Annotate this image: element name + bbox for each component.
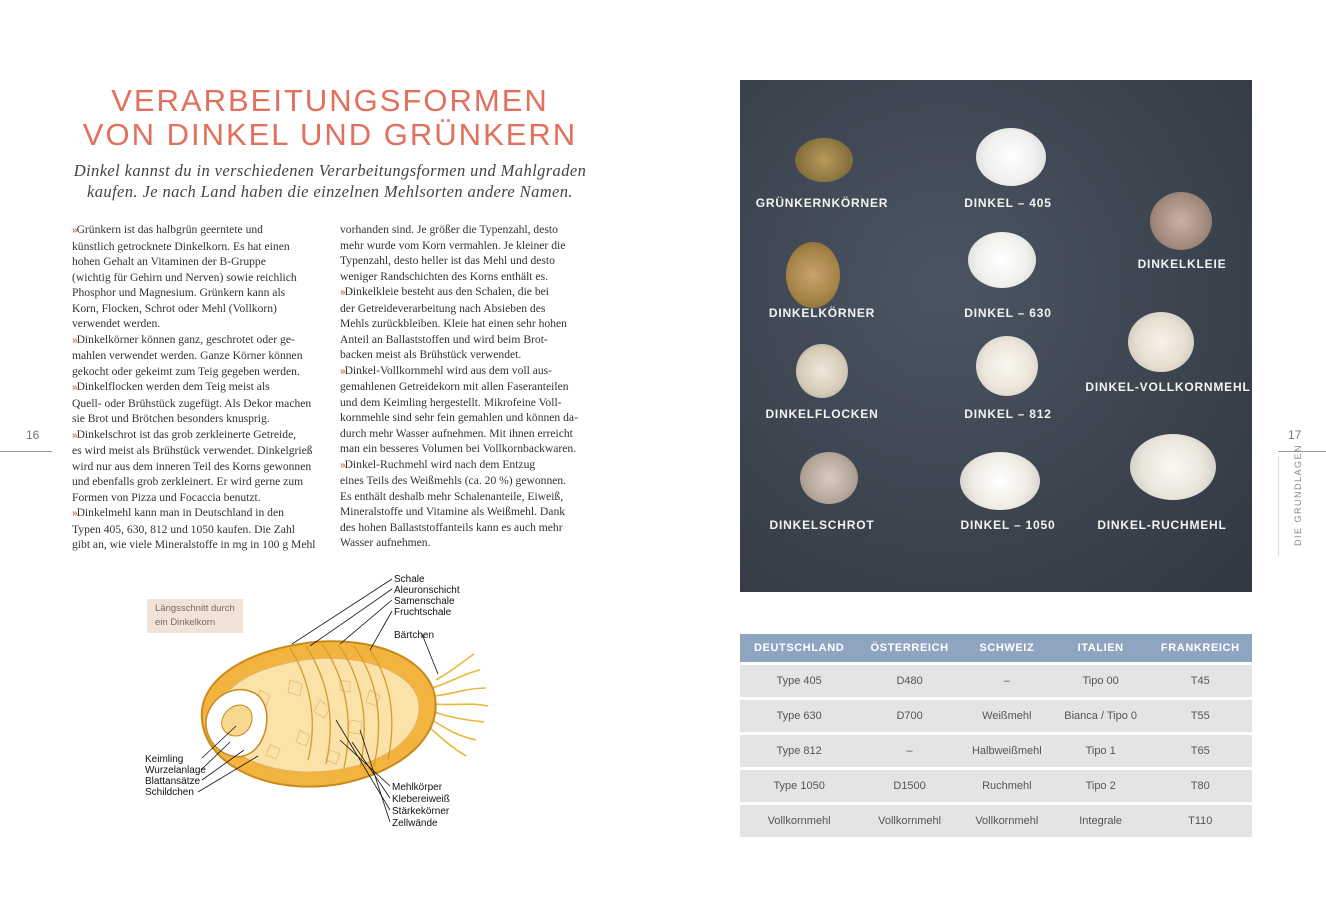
- label-fruchtschale: Fruchtschale: [394, 607, 452, 618]
- text-line-content: künstlich getrocknete Dinkelkorn. Es hat einen: [72, 239, 290, 253]
- table-cell: D1500: [858, 770, 961, 802]
- text-line-content: des hohen Ballaststoffanteils kann es auch mehr: [340, 520, 563, 534]
- table-cell: Vollkornmehl: [740, 805, 858, 837]
- text-line-content: Typenzahl, desto heller ist das Mehl und desto: [340, 254, 555, 267]
- heap-dinkel-405: [976, 128, 1046, 186]
- label-dinkel-405: DINKEL – 405: [964, 196, 1052, 210]
- text-line: [340, 395, 588, 411]
- text-line: [340, 520, 588, 536]
- text-line-content: hohen Gehalt an Vitaminen der B-Gruppe: [72, 255, 266, 268]
- flour-types-table: [740, 631, 1252, 840]
- text-line-content: Dinkelkleie besteht aus den Schalen, die bei: [344, 285, 549, 298]
- text-line: [72, 459, 322, 475]
- page-number-left: 16: [26, 428, 40, 442]
- text-line: [340, 489, 588, 505]
- text-line-content: Dinkelflocken werden dem Teig meist als: [76, 380, 270, 393]
- label-schale: Schale: [394, 574, 425, 585]
- text-line-content: vorhanden sind. Je größer die Typenzahl, desto: [340, 223, 558, 236]
- label-dinkel-812: DINKEL – 812: [964, 407, 1052, 421]
- caption-line: Längsschnitt durch: [155, 603, 235, 614]
- text-line: [72, 332, 322, 349]
- caption-line: ein Dinkelkorn: [155, 617, 216, 628]
- title-line-2: VON DINKEL UND GRÜNKERN: [82, 117, 578, 152]
- title-line-1: VERARBEITUNGSFORMEN: [111, 83, 549, 118]
- heap-dinkel-1050: [960, 452, 1040, 510]
- table-cell: Ruchmehl: [961, 770, 1053, 802]
- text-line-content: Mehls zurückbleiben. Kleie hat einen sehr hohen: [340, 317, 567, 330]
- table-cell: D700: [858, 700, 961, 732]
- table-body: [740, 665, 1252, 837]
- table-row: [740, 665, 1252, 697]
- flour-samples-photo: [740, 80, 1252, 592]
- page-number-right: 17: [1288, 428, 1302, 442]
- heap-dinkelkleie: [1150, 192, 1212, 250]
- table-row: [740, 700, 1252, 732]
- text-line-content: mahlen verwendet werden. Ganze Körner können: [72, 349, 303, 362]
- text-column-1: [72, 222, 322, 553]
- table-cell: –: [961, 665, 1053, 697]
- label-dinkelschrot: DINKELSCHROT: [769, 518, 875, 532]
- label-schildchen: Schildchen: [145, 787, 194, 798]
- text-line-content: gemahlenen Getreidekorn mit allen Faseranteilen: [340, 380, 569, 393]
- label-dinkel-630: DINKEL – 630: [964, 306, 1052, 320]
- text-line: [340, 441, 588, 457]
- table-row: [740, 805, 1252, 837]
- table-cell: Bianca / Tipo 0: [1053, 700, 1149, 732]
- text-line-content: Dinkelmehl kann man in Deutschland in den: [76, 506, 284, 519]
- text-line-content: Dinkel-Ruchmehl wird nach dem Entzug: [344, 457, 536, 471]
- table-cell: Tipo 2: [1053, 770, 1149, 802]
- text-line-content: Phosphor und Magnesium. Grünkern kann als: [72, 286, 286, 299]
- table-cell: T80: [1149, 770, 1252, 802]
- bullet-mark: »: [340, 287, 345, 298]
- table-cell: Type 1050: [740, 770, 858, 802]
- label-wurzelanlage: Wurzelanlage: [145, 765, 206, 776]
- text-line: [72, 301, 322, 317]
- text-line: [72, 490, 322, 506]
- heap-dinkelflocken: [796, 344, 848, 398]
- bullet-mark: »: [340, 459, 345, 471]
- bartchen-hairs: [430, 654, 488, 756]
- text-line: [340, 269, 588, 285]
- text-line-content: Quell- oder Brühstück zugefügt. Als Dekor machen: [72, 396, 312, 410]
- label-starkekorner: Stärkekörner: [392, 806, 450, 817]
- table-row: [740, 770, 1252, 802]
- header-deutschland: DEUTSCHLAND: [740, 634, 858, 662]
- table-cell: –: [858, 735, 961, 767]
- label-mehlkorper: Mehlkörper: [392, 782, 443, 793]
- text-line: [72, 443, 322, 459]
- text-line: [340, 410, 588, 426]
- text-line: [72, 348, 322, 364]
- text-line: [340, 332, 588, 348]
- label-keimling: Keimling: [145, 754, 184, 765]
- side-rule: [1278, 456, 1279, 556]
- text-line-content: Dinkelkörner können ganz, geschrotet oder ge-: [76, 332, 295, 346]
- table-cell: Tipo 1: [1053, 735, 1149, 767]
- text-line-content: Typen 405, 630, 812 und 1050 kaufen. Die Zahl: [72, 522, 295, 536]
- label-dinkel-vollkornmehl: DINKEL-VOLLKORNMEHL: [1085, 380, 1251, 394]
- text-line-content: mehr wurde vom Korn vermahlen. Je kleiner die: [340, 238, 566, 252]
- text-line: [340, 238, 588, 254]
- text-line: [72, 222, 322, 239]
- text-line: [340, 473, 588, 489]
- text-line-content: kornmehle sind sehr fein gemahlen und können da-: [340, 411, 578, 424]
- text-line: [72, 364, 322, 380]
- table-row: [740, 735, 1252, 767]
- text-line: [340, 535, 588, 551]
- table-cell: Type 405: [740, 665, 858, 697]
- label-blattansatze: Blattansätze: [145, 776, 201, 787]
- text-line: [340, 363, 588, 380]
- header-italien: ITALIEN: [1053, 634, 1149, 662]
- text-line: [72, 522, 322, 538]
- table-cell: T55: [1149, 700, 1252, 732]
- table-cell: T110: [1149, 805, 1252, 837]
- text-line-content: Wasser aufnehmen.: [340, 536, 431, 549]
- label-samenschale: Samenschale: [394, 596, 455, 607]
- text-line-content: und dem Keimling hergestellt. Mikrofeine Voll-: [340, 395, 562, 409]
- subtitle-line-2: kaufen. Je nach Land haben die einzelnen Mehlsorten andere Namen.: [87, 182, 573, 201]
- text-column-2: [340, 222, 588, 551]
- header-osterreich: ÖSTERREICH: [858, 634, 961, 662]
- text-line: [340, 222, 588, 238]
- page-title: [70, 84, 590, 152]
- table-cell: Type 630: [740, 700, 858, 732]
- text-line-content: durch mehr Wasser aufnehmen. Mit ihnen erreicht: [340, 426, 573, 440]
- label-zellwande: Zellwände: [392, 818, 438, 829]
- label-klebereiweiss: Klebereiweiß: [392, 794, 450, 805]
- running-head: DIE GRUNDLAGEN: [1293, 443, 1303, 546]
- text-line: [340, 379, 588, 395]
- heap-dinkel-vollkornmehl: [1128, 312, 1194, 372]
- table-cell: Weißmehl: [961, 700, 1053, 732]
- subtitle-line-1: Dinkel kannst du in verschiedenen Verarbeitungsformen und Mahlgraden: [73, 161, 587, 180]
- label-aleuronschicht: Aleuronschicht: [394, 585, 460, 596]
- text-line: [340, 301, 588, 317]
- text-line: [72, 537, 322, 553]
- page-edge-rule: [0, 451, 52, 452]
- text-line: [340, 426, 588, 442]
- heap-dinkel-630: [968, 232, 1036, 288]
- label-bartchen: Bärtchen: [394, 630, 435, 641]
- label-dinkelkleie: DINKELKLEIE: [1137, 257, 1227, 271]
- text-line-content: Grünkern ist das halbgrün geerntete und: [76, 223, 263, 236]
- header-frankreich: FRANKREICH: [1149, 634, 1252, 662]
- text-line: [72, 411, 322, 427]
- label-dinkel-1050: DINKEL – 1050: [960, 518, 1056, 532]
- text-line-content: Korn, Flocken, Schrot oder Mehl (Vollkorn): [72, 301, 277, 315]
- text-line-content: man ein besseres Volumen bei Vollkornbackwaren.: [340, 442, 577, 455]
- text-line: [340, 457, 588, 474]
- label-dinkelkorner: DINKELKÖRNER: [768, 306, 876, 320]
- label-dinkel-ruchmehl: DINKEL-RUCHMEHL: [1097, 518, 1227, 532]
- text-line: [72, 427, 322, 444]
- text-line-content: weniger Randschichten des Korns enthält es.: [340, 269, 548, 283]
- bullet-mark: »: [340, 365, 345, 377]
- text-line-content: gibt an, wie viele Mineralstoffe in mg in 100 g Mehl: [72, 538, 316, 551]
- bullet-mark: »: [72, 429, 77, 441]
- text-line-content: gekocht oder gekeimt zum Teig gegeben werden.: [72, 364, 300, 378]
- text-line: [72, 505, 322, 522]
- heap-dinkel-ruchmehl: [1130, 434, 1216, 500]
- text-line: [72, 270, 322, 286]
- text-line: [72, 396, 322, 412]
- heap-dinkel-812: [976, 336, 1038, 396]
- table-cell: T45: [1149, 665, 1252, 697]
- text-line: [72, 285, 322, 301]
- text-line: [72, 316, 322, 332]
- text-line-content: Dinkel-Vollkornmehl wird aus dem voll aus-: [344, 363, 553, 377]
- text-line: [72, 254, 322, 270]
- text-line: [340, 504, 588, 520]
- table-cell: T65: [1149, 735, 1252, 767]
- grain-cross-section-diagram: [140, 570, 500, 832]
- text-line-content: verwendet werden.: [72, 317, 161, 330]
- text-line-content: Anteil an Ballaststoffen und wird beim Brot-: [340, 332, 548, 346]
- heap-dinkelkorner: [786, 242, 840, 308]
- bullet-mark: »: [72, 334, 77, 346]
- header-schweiz: SCHWEIZ: [961, 634, 1053, 662]
- text-line: [340, 347, 588, 363]
- text-line-content: sie Brot und Brötchen besonders knusprig.: [72, 412, 270, 425]
- table-cell: Integrale: [1053, 805, 1149, 837]
- text-line-content: wird nur aus dem inneren Teil des Korns gewonnen: [72, 459, 312, 473]
- text-line-content: Es enthält deshalb mehr Schalenanteile, Eiweiß,: [340, 489, 564, 503]
- label-grunkernkorner: GRÜNKERNKÖRNER: [755, 196, 889, 210]
- text-line: [340, 284, 588, 301]
- table-cell: D480: [858, 665, 961, 697]
- text-line-content: backen meist als Brühstück verwendet.: [340, 348, 522, 361]
- bullet-mark: »: [72, 225, 77, 236]
- text-line: [72, 474, 322, 490]
- text-line: [72, 239, 322, 255]
- text-line-content: und ebenfalls grob zerkleinert. Er wird gerne zum: [72, 475, 304, 488]
- heap-dinkelschrot: [800, 452, 858, 504]
- text-line-content: der Getreideverarbeitung nach Absieben des: [340, 301, 546, 315]
- heap-grunkernkorner: [795, 138, 853, 182]
- table-cell: Type 812: [740, 735, 858, 767]
- text-line: [340, 253, 588, 269]
- bullet-mark: »: [72, 508, 77, 519]
- text-line-content: (wichtig für Gehirn und Nerven) sowie reichlich: [72, 270, 297, 284]
- text-line-content: Mineralstoffe und Vitamine als Weißmehl. Dank: [340, 505, 566, 518]
- table-cell: Vollkornmehl: [961, 805, 1053, 837]
- intro-subtitle: [70, 160, 590, 202]
- text-line-content: Formen von Pizza und Focaccia benutzt.: [72, 490, 261, 504]
- table-cell: Halbweißmehl: [961, 735, 1053, 767]
- bullet-mark: »: [72, 382, 77, 393]
- text-line: [72, 379, 322, 396]
- text-line-content: eines Teils des Weißmehls (ca. 20 %) gewonnen.: [340, 474, 567, 487]
- text-line-content: es wird meist als Brühstück verwendet. Dinkelgrieß: [72, 444, 313, 457]
- text-line-content: Dinkelschrot ist das grob zerkleinerte Getreide,: [76, 427, 297, 441]
- text-line: [340, 316, 588, 332]
- table-cell: Tipo 00: [1053, 665, 1149, 697]
- label-dinkelflocken: DINKELFLOCKEN: [765, 407, 879, 421]
- table-header-row: [740, 634, 1252, 662]
- table-cell: Vollkornmehl: [858, 805, 961, 837]
